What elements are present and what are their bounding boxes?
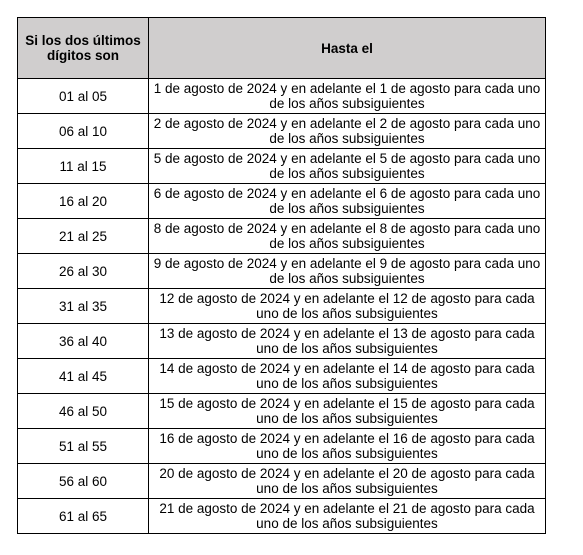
table-row [18,324,546,359]
digits-cell: 21 al 25 [18,219,149,254]
digits-cell: 26 al 30 [18,254,149,289]
deadline-cell: 12 de agosto de 2024 y en adelante el 12 de agosto para cada uno de los años subsiguientes [149,289,546,324]
table-row [18,464,546,499]
digits-cell: 41 al 45 [18,359,149,394]
deadline-cell: 20 de agosto de 2024 y en adelante el 20 de agosto para cada uno de los años subsiguientes [149,464,546,499]
header-digits: Si los dos últimos dígitos son [18,18,149,79]
digits-cell: 01 al 05 [18,79,149,114]
digits-cell: 46 al 50 [18,394,149,429]
deadline-cell: 5 de agosto de 2024 y en adelante el 5 de agosto para cada uno de los años subsiguientes [149,149,546,184]
deadline-cell: 6 de agosto de 2024 y en adelante el 6 de agosto para cada uno de los años subsiguientes [149,184,546,219]
digits-cell: 61 al 65 [18,499,149,534]
header-deadline: Hasta el [149,18,546,79]
table-header-row [18,18,546,79]
deadline-cell: 9 de agosto de 2024 y en adelante el 9 de agosto para cada uno de los años subsiguientes [149,254,546,289]
deadline-cell: 16 de agosto de 2024 y en adelante el 16 de agosto para cada uno de los años subsiguientes [149,429,546,464]
deadline-cell: 8 de agosto de 2024 y en adelante el 8 de agosto para cada uno de los años subsiguientes [149,219,546,254]
table-row [18,499,546,534]
deadline-cell: 15 de agosto de 2024 y en adelante el 15 de agosto para cada uno de los años subsiguientes [149,394,546,429]
table-row [18,289,546,324]
table-row [18,254,546,289]
table-row [18,429,546,464]
table-row [18,184,546,219]
deadline-cell: 1 de agosto de 2024 y en adelante el 1 de agosto para cada uno de los años subsiguientes [149,79,546,114]
digits-cell: 36 al 40 [18,324,149,359]
digits-cell: 31 al 35 [18,289,149,324]
digits-cell: 06 al 10 [18,114,149,149]
deadline-cell: 13 de agosto de 2024 y en adelante el 13 de agosto para cada uno de los años subsiguientes [149,324,546,359]
digits-cell: 11 al 15 [18,149,149,184]
table-body [18,79,546,534]
deadline-cell: 14 de agosto de 2024 y en adelante el 14 de agosto para cada uno de los años subsiguientes [149,359,546,394]
deadline-table [17,17,546,534]
table-row [18,394,546,429]
digits-cell: 56 al 60 [18,464,149,499]
table-row [18,359,546,394]
digits-cell: 16 al 20 [18,184,149,219]
table-row [18,149,546,184]
table-row [18,114,546,149]
table-row [18,79,546,114]
deadline-cell: 21 de agosto de 2024 y en adelante el 21 de agosto para cada uno de los años subsiguientes [149,499,546,534]
digits-cell: 51 al 55 [18,429,149,464]
table-row [18,219,546,254]
deadline-cell: 2 de agosto de 2024 y en adelante el 2 de agosto para cada uno de los años subsiguientes [149,114,546,149]
